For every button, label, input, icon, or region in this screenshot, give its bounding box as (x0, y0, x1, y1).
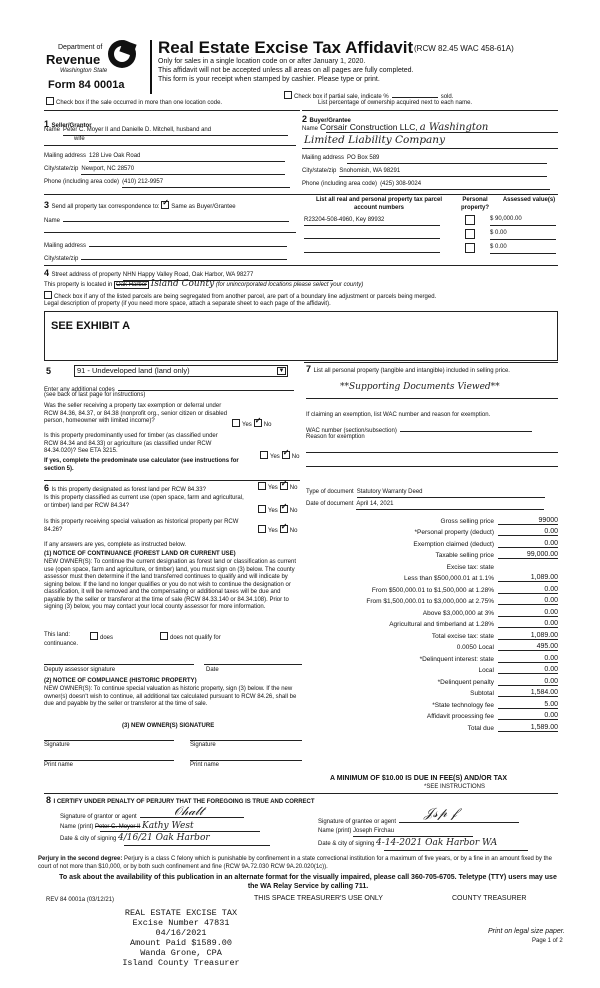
historic-answer: Yes✓ No (258, 525, 297, 536)
tax-row-label: Agricultural and timberland at 1.28% (389, 621, 494, 628)
doc-date-field[interactable]: April 14, 2021 (356, 501, 544, 510)
located-select[interactable]: Oak Harbor (116, 282, 148, 288)
segregated-checkbox[interactable] (44, 291, 52, 299)
grantor-date-field[interactable]: 4/16/21 Oak Harbor (118, 833, 210, 843)
segregated-row: Check box if any of the listed parcels are being segregated from another parcel, are part of a boundary line adjustment or parcels being merged. (44, 291, 558, 302)
seller-phone-row: Phone (including area code) (410) 212-9957 (44, 179, 296, 188)
located-row: This property is located in Oak Harbor Island County (for unincorporated locations please select your county) (44, 279, 364, 289)
grantor-date-underline (124, 845, 270, 846)
sec4-rule (44, 265, 558, 266)
buyer-name-field[interactable]: Corsair Construction LLC, (319, 122, 418, 132)
tax-row-label: Local (478, 667, 494, 674)
sec3-city-row: City/state/zip (44, 253, 287, 264)
street-row: 4 Street address of property NHN Happy Valley Road, Oak Harbor, WA 98277 (44, 270, 333, 281)
tax-row-label: Excise tax: state (446, 563, 494, 571)
grantee-signature-field[interactable] (399, 816, 519, 823)
tax-row-value[interactable]: 0.00 (498, 620, 558, 628)
tax-row-label: Taxable selling price (435, 552, 494, 559)
stamp-line: REAL ESTATE EXCISE TAX (124, 908, 238, 918)
assessed-value-underline (490, 253, 556, 254)
assessed-value-field[interactable]: $ 0.00 (490, 230, 507, 236)
owner-signature-field[interactable] (190, 740, 302, 741)
signature-label: Signature (190, 742, 216, 748)
buyer-heading: 2 Buyer/Grantee (302, 114, 351, 124)
stamp-line: Wanda Grone, CPA (140, 948, 222, 958)
tax-row (304, 709, 558, 721)
tax-row-value[interactable]: 5.00 (498, 701, 558, 709)
tax-row (304, 663, 558, 675)
sec3-rule2 (44, 232, 296, 233)
tax-row-value[interactable]: 99,000.00 (498, 551, 558, 559)
predominate-use-note: If yes, complete the predominate use calculator (see instructions for section 5). (44, 458, 239, 472)
seller-name-field[interactable]: Peter C. Moyer II and Danielle D. Mitchell, husband and (63, 127, 288, 136)
seller-phone-field[interactable]: (410) 212-9957 (122, 179, 290, 188)
tax-row-label: 0.0050 Local (456, 644, 494, 651)
form-number: Form 84 0001a (48, 79, 125, 91)
buyer-name-row: Name Corsair Construction LLC, a Washington (302, 122, 489, 133)
sec3-name-row: Name (44, 215, 289, 226)
tax-row-label: Subtotal (470, 690, 494, 697)
grantee-name-row: Name (print) Joseph Firchau (318, 828, 473, 837)
street-address-field[interactable]: NHN Happy Valley Road, Oak Harbor, WA 98277 (123, 272, 333, 281)
correspondence-row: 3 Send all property tax correspondence to: ✓ Same as Buyer/Grantee (44, 201, 236, 212)
buyer-name-handwriting: a Washington (419, 122, 489, 133)
tax-row-value[interactable]: 0.00 (498, 609, 558, 617)
header-divider (150, 40, 152, 94)
historic-no-checkbox[interactable] (280, 525, 288, 533)
wac-row: WAC number (section/subsection) (306, 425, 532, 436)
buyer-name-rule (302, 148, 558, 149)
tax-row (304, 571, 558, 583)
tax-row-label: Less than $500,000.01 at 1.1% (404, 575, 494, 582)
additional-codes-field[interactable] (118, 384, 294, 391)
legal-paper-note: Print on legal size paper. (488, 928, 565, 935)
personal-property-list-label: 7 List all personal property (tangible and intangible) included in selling price. (306, 364, 510, 374)
page-number: Page 1 of 2 (532, 938, 563, 944)
does-checkbox[interactable] (90, 632, 98, 640)
personal-property-checkbox[interactable] (465, 243, 475, 253)
tax-row-value[interactable]: 495.00 (498, 643, 558, 651)
tax-row-label: Gross selling price (440, 517, 494, 525)
tax-row (304, 548, 558, 560)
seller-mail-row: Mailing address 128 Live Oak Road (44, 153, 296, 162)
ownership-note: List percentage of ownership acquired next to each name. (318, 100, 473, 106)
tax-row (304, 582, 558, 594)
this-land-label: This land: (44, 632, 71, 638)
timber-question: Is this property predominantly used for timber (as classified under RCW 84.34 and 84.33) or agriculture (as classified under RCW 84.34.020)? See ETA 3215. (44, 433, 218, 454)
multi-location-checkbox[interactable] (46, 97, 54, 105)
sec8-rule (44, 793, 558, 794)
sec7-rule (304, 362, 558, 363)
partial-sale-label: Check box if partial sale, indicate % (294, 94, 389, 100)
current-use-question: Is this property classified as current use (open space, farm and agricultural, or timber) land per RCW 84.34? (44, 495, 244, 509)
does-not-checkbox[interactable] (160, 632, 168, 640)
tax-row (304, 720, 558, 732)
grantee-name-field[interactable]: Joseph Firchau (353, 828, 473, 837)
dor-logo (108, 40, 136, 68)
personal-property-heading: Personal property? (460, 197, 489, 211)
buyer-city-field[interactable]: Snohomish, WA 98291 (339, 168, 547, 177)
land-use-value: 91 - Undeveloped land (land only) (77, 366, 190, 375)
buyer-city-row: City/state/zip Snohomish, WA 98291 (302, 168, 558, 177)
tax-row-value[interactable]: 1,584.00 (498, 689, 558, 697)
rev-number: REV 84 0001a (03/12/21) (46, 897, 115, 903)
personal-property-checkbox[interactable] (465, 215, 475, 225)
revenue-label: Revenue (46, 52, 101, 67)
grantor-name-underline (100, 831, 260, 832)
owner-print-field[interactable] (190, 760, 302, 761)
buyer-name-underline (326, 132, 558, 133)
sold-label: sold. (440, 94, 454, 100)
grantee-date-field[interactable]: 4-14-2021 Oak Harbor WA (376, 838, 498, 848)
current-use-answer: Yes✓ No (258, 505, 297, 516)
exemption-question: Was the seller receiving a property tax exemption or deferral under RCW 84.36, 84.37, or 84.38 (nonprofit org., senior citizen or disabled person, homeowner with limited income)? (44, 403, 228, 424)
exemption-reason-field[interactable] (306, 452, 558, 453)
sec5-number: 5 (46, 366, 52, 376)
tax-row-value[interactable]: 0.00 (498, 540, 558, 548)
exemption-answer: Yes✓ No (232, 419, 271, 430)
tax-row (304, 617, 558, 629)
seller-name-field2[interactable]: wife (74, 136, 85, 142)
grantee-signature: 𝒥𝓈𝓅 𝒻 (424, 806, 457, 821)
buyer-mail-row: Mailing address PO Box 589 (302, 155, 558, 164)
stamp-line: Excise Number 47831 (132, 918, 230, 928)
deputy-date-label: Date (206, 667, 219, 673)
minimum-fee-note: A MINIMUM OF $10.00 IS DUE IN FEE(S) AND/OR TAX (330, 775, 508, 782)
forest-no-checkbox[interactable] (280, 482, 288, 490)
sec3-name-field[interactable] (63, 215, 289, 222)
multi-location-label: Check box if the sale occurred in more than one location code. (56, 100, 223, 106)
new-owner-signature-title: (3) NEW OWNER(S) SIGNATURE (122, 723, 215, 729)
treasurer-stamp (96, 908, 266, 968)
print-name-label: Print name (44, 762, 74, 768)
tax-row (304, 674, 558, 686)
buyer-mail-field[interactable]: PO Box 589 (347, 155, 547, 164)
tax-row-label: Affidavit processing fee (426, 713, 494, 720)
tax-table (304, 513, 558, 732)
tax-row-label: From $500,000.01 to $1,500,000 at 1.28% (371, 586, 494, 594)
historic-question: Is this property receiving special valuation as historical property per RCW 84.26? (44, 519, 239, 533)
partial-percent-field[interactable] (392, 97, 438, 98)
tax-row-label: Above $3,000,000 at 3% (422, 609, 494, 617)
seller-heading: 1 Seller/Grantor (44, 119, 92, 129)
does-not-option: does not qualify for (160, 632, 221, 643)
tax-row-label: Total excise tax: state (431, 632, 494, 640)
exemption-yes-checkbox[interactable] (232, 419, 240, 427)
legal-description-text: SEE EXHIBIT A (51, 320, 131, 332)
any-yes-note: If any answers are yes, complete as instructed below. (44, 542, 187, 548)
assessed-value-underline (490, 239, 556, 240)
tax-row-label: Exemption claimed (deduct) (413, 540, 494, 548)
sec3-rule (44, 194, 558, 195)
seller-name-rule (44, 145, 296, 146)
same-as-buyer-checkbox[interactable] (161, 201, 169, 209)
stamp-line: 04/16/2021 (155, 928, 207, 938)
state-label: Washington State (60, 68, 108, 74)
tax-row-value[interactable]: 0.00 (498, 597, 558, 605)
parcel-number-field[interactable] (304, 238, 440, 239)
parcel-row (304, 217, 440, 226)
deputy-signature-field[interactable] (44, 664, 194, 665)
assessed-value-field[interactable]: $ 90,000.00 (490, 216, 522, 222)
tax-row (304, 697, 558, 709)
tax-row-value[interactable]: 0.00 (498, 586, 558, 594)
grantee-date-row: Date & city of signing 4-14-2021 Oak Harbor WA (318, 838, 498, 848)
signature-label: Signature (44, 742, 70, 748)
tax-row-label: *Delinquent penalty (437, 678, 494, 686)
seller-city-field[interactable]: Newport, NC 28570 (81, 166, 285, 175)
sec3-city-field[interactable] (81, 253, 287, 260)
sec3-mail-field[interactable] (89, 240, 287, 247)
forest-yes-checkbox[interactable] (258, 482, 266, 490)
seller-mail-field[interactable]: 128 Live Oak Road (89, 153, 285, 162)
see-instructions-note: *SEE INSTRUCTIONS (424, 784, 486, 790)
stamp-line: Amount Paid $1589.00 (129, 938, 233, 948)
located-handwriting: Island County (150, 279, 215, 289)
tax-row-value[interactable]: 1,589.00 (498, 724, 558, 732)
county-treasurer-label: COUNTY TREASURER (452, 895, 527, 902)
dept-label: Department of (58, 44, 103, 51)
assessed-value-field[interactable]: $ 0.00 (490, 244, 507, 250)
tax-row-label: *Delinquent interest: state (419, 655, 494, 663)
exemption-no-checkbox[interactable] (254, 419, 262, 427)
tax-row (304, 651, 558, 663)
legal-description-box[interactable] (44, 311, 558, 361)
alternate-format-note: To ask about the availability of this publication in an alternate format for the visually impaired, please call 360-705-6705. Teletype (TTY) users may use the WA Relay Service by calling 711. (59, 874, 557, 890)
tax-row (304, 605, 558, 617)
wac-number-field[interactable] (400, 425, 532, 432)
header-line2: This affidavit will not be accepted unless all areas on all pages are fully completed. (158, 67, 414, 74)
grantee-sig-row: Signature of grantee or agent (318, 816, 519, 827)
forest-answer: Yes✓ No (258, 482, 297, 493)
tax-row-value[interactable]: 0.00 (498, 712, 558, 720)
buyer-phone-field[interactable]: (425) 308-9024 (380, 181, 550, 190)
notice-compliance-title: (2) NOTICE OF COMPLIANCE (HISTORIC PROPERTY) (44, 678, 197, 684)
tax-row-value[interactable]: 0.00 (498, 678, 558, 686)
grantor-name-handwriting: Kathy West (142, 821, 194, 831)
owner-signature-field[interactable] (44, 740, 174, 741)
tax-row (304, 686, 558, 698)
current-use-no-checkbox[interactable] (280, 505, 288, 513)
stamp-line: Island County Treasurer (122, 958, 240, 968)
tax-row-label: *Personal property (deduct) (414, 529, 494, 536)
current-use-yes-checkbox[interactable] (258, 505, 266, 513)
timber-yes-checkbox[interactable] (260, 451, 268, 459)
notice-continuance-title: (1) NOTICE OF CONTINUANCE (FOREST LAND OR CURRENT USE) (44, 551, 236, 557)
tax-row-value[interactable]: 99000 (498, 517, 558, 525)
tax-row (304, 594, 558, 606)
legal-description-label: Legal description of property (if you need more space, attach a separate sheet to each page of the affidavit). (44, 301, 331, 307)
tax-row (304, 536, 558, 548)
parcel-number-field[interactable]: R23204-508-4960, Key 89932 (304, 217, 440, 226)
seller-name-row: Name Peter C. Moyer II and Danielle D. Mitchell, husband and (44, 127, 296, 136)
grantee-date-underline (384, 850, 528, 851)
chevron-down-icon[interactable]: ▼ (278, 368, 285, 374)
tax-row (304, 640, 558, 652)
timber-no-checkbox[interactable] (282, 451, 290, 459)
tax-row-value[interactable]: 0.00 (498, 655, 558, 663)
grantor-name-row: Name (print) Peter C. Moyer II Kathy West (60, 821, 194, 831)
grantor-signature: 𝒪𝒽𝒶𝓁𝓉 (174, 804, 204, 818)
tax-row-label: *State technology fee (432, 701, 494, 709)
personal-property-checkbox[interactable] (465, 229, 475, 239)
tax-row-value[interactable]: 0.00 (498, 528, 558, 536)
tax-row (304, 559, 558, 571)
treasurer-use-label: THIS SPACE TREASURER'S USE ONLY (254, 895, 383, 902)
buyer-phone-row: Phone (including area code) (425) 308-9024 (302, 181, 558, 190)
personal-property-line[interactable] (306, 398, 558, 399)
tax-row (304, 513, 558, 525)
tax-row-value[interactable]: 0.00 (498, 666, 558, 674)
supporting-documents-stamp: **Supporting Documents Viewed** (340, 382, 500, 392)
doc-date-row: Date of document April 14, 2021 (306, 501, 544, 510)
land-use-select[interactable] (74, 365, 288, 377)
doc-type-field[interactable]: Statutory Warranty Deed (357, 489, 545, 498)
notice-compliance-body: NEW OWNER(S): To continue special valuation as historic property, sign (3) below. If the new owner(s) doesn't wish to continue, all additional tax calculated pursuant to RCW 84.26, shall be due and payable by the seller or transferor at the time of sale. (44, 686, 297, 707)
does-option: does (90, 632, 113, 643)
exemption-reason-label: Reason for exemption (306, 434, 365, 440)
forest-question: 6 Is this property designated as forest land per RCW 84.33? (44, 483, 206, 493)
doc-type-row: Type of document Statutory Warranty Deed (306, 489, 545, 498)
tax-row-label: From $1,500,000.01 to $3,000,000 at 2.75% (366, 598, 494, 605)
deputy-signature-label: Deputy assessor signature (44, 667, 116, 673)
assessed-value-heading: Assessed value(s) (502, 197, 556, 203)
tax-row-value[interactable]: 1,089.00 (498, 632, 558, 640)
parcels-heading: List all real and personal property tax parcel account numbers (315, 197, 443, 211)
partial-sale-checkbox[interactable] (284, 91, 292, 99)
header-line1: Only for sales in a single location code on or after January 1, 2020. (158, 58, 366, 65)
historic-yes-checkbox[interactable] (258, 525, 266, 533)
deputy-date-field[interactable] (204, 664, 302, 665)
multi-location-row (46, 97, 222, 108)
sec3-mail-row: Mailing address (44, 240, 287, 251)
print-name-label: Print name (190, 762, 220, 768)
additional-codes-row: Enter any additional codes (44, 384, 294, 395)
buyer-name-handwriting2: Limited Liability Company (304, 134, 446, 146)
seller-city-row: City/state/zip Newport, NC 28570 (44, 166, 296, 175)
tax-row-value[interactable]: 1,089.00 (498, 574, 558, 582)
tax-row-label: Total due (467, 724, 494, 732)
exemption-instruction: If claiming an exemption, list WAC number and reason for exemption. (306, 412, 491, 418)
grantor-name-field[interactable]: Peter C. Moyer II (95, 824, 141, 830)
tax-row (304, 525, 558, 537)
tax-row (304, 628, 558, 640)
perjury-notice: Perjury in the second degree: Perjury is a class C felony which is punishable by confinement in a state correctional institution for a maximum of five years, or by a fine in an amount fixed by the court of not more than $10,000, or by both such confinement and fine (RCW 9A.72.030 RCW 9A.20.020(1c)). (38, 856, 552, 870)
exemption-reason-field[interactable] (306, 466, 558, 467)
sec1-rule (44, 110, 300, 111)
parcel-number-field[interactable] (304, 252, 440, 253)
notice-continuance-body: NEW OWNER(S): To continue the current designation as forest land or classification as current use (open space, farm and agriculture, or timber) land, you must sign on (3) below. The county assessor must then determine if the land transferred continues to qualify and will indicate by signing below. If the land no longer qualifies or you do not wish to continue the designation or classification, it will be removed and the compensating or additional taxes will be due and payable by the seller or transferor at the time of sale (RCW 84.33.140 or 84.34.108). Prior to signing (3) below, you may contact your local county assessor for more information. (44, 559, 296, 610)
header-line3: This form is your receipt when stamped by cashier. Please type or print. (158, 76, 380, 83)
grantor-date-row: Date & city of signing 4/16/21 Oak Harbor (60, 833, 210, 843)
codes-instruction: (see back of last page for instructions) (44, 392, 146, 398)
page-title: Real Estate Excise Tax Affidavit (158, 38, 414, 57)
continuance-label: continuance. (44, 641, 79, 647)
timber-answer: Yes✓ No (260, 451, 299, 462)
rcw-ref: (RCW 82.45 WAC 458-61A) (414, 44, 514, 53)
assessed-value-underline (490, 225, 556, 226)
sec6-rule (44, 480, 300, 481)
grantor-sig-row: Signature of grantor or agent (60, 811, 244, 822)
owner-print-field[interactable] (44, 760, 174, 761)
certify-statement: 8 I CERTIFY UNDER PENALTY OF PERJURY THAT THE FOREGOING IS TRUE AND CORRECT (46, 795, 315, 805)
